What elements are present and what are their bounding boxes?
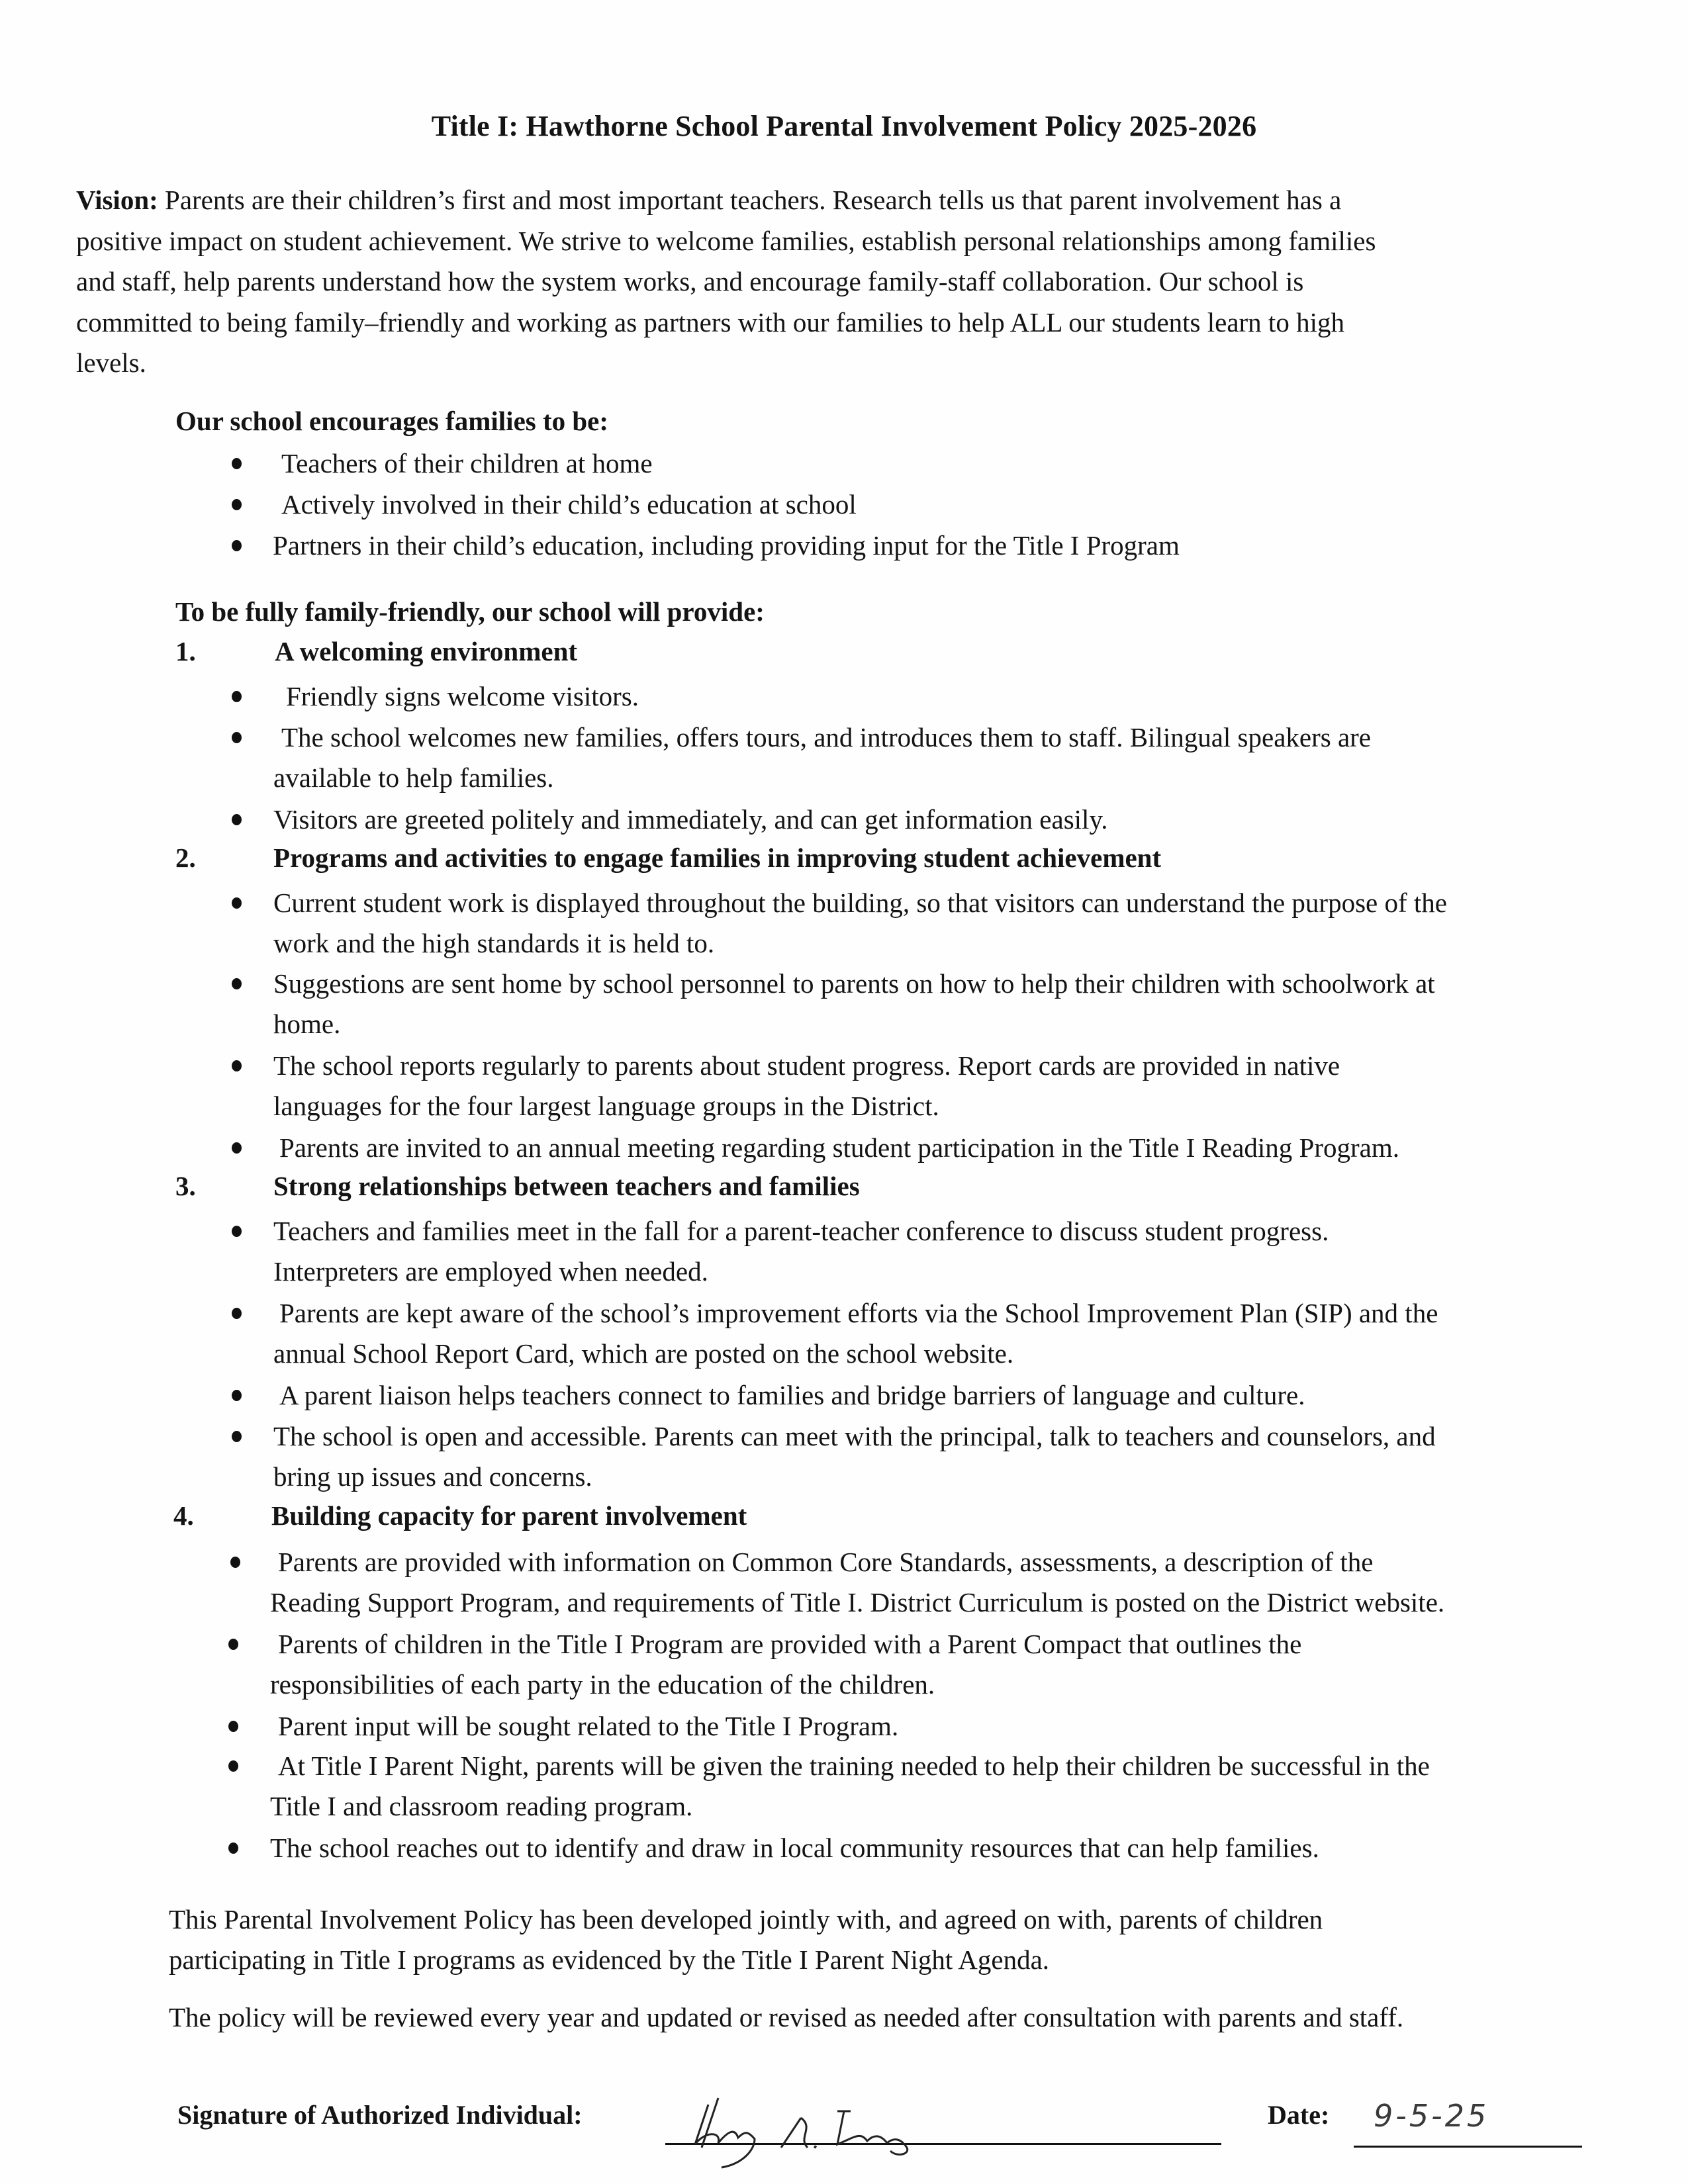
- vision-line: Parents are their children’s first and most important teachers. Research tells us that parent involvement has a: [158, 185, 1342, 215]
- vision-paragraph: [76, 180, 1552, 384]
- bullet-icon: [232, 814, 242, 825]
- section-item: [273, 883, 1447, 964]
- bullet-icon: [232, 1060, 242, 1071]
- section-title: Programs and activities to engage families in improving student achievement: [273, 842, 1162, 873]
- item-line: bring up issues and concerns.: [273, 1461, 592, 1492]
- bullet-icon: [228, 1760, 238, 1772]
- item-line: The school is open and accessible. Parents can meet with the principal, talk to teachers and counselors, and: [273, 1421, 1436, 1451]
- bullet-icon: [232, 1308, 242, 1319]
- item-line: available to help families.: [273, 762, 554, 793]
- section-item: [270, 1624, 1302, 1705]
- bullet-icon: [232, 1431, 242, 1442]
- section-item: The school reaches out to identify and draw in local community resources that can help families.: [270, 1833, 1319, 1863]
- section-item: [273, 1211, 1329, 1292]
- section-item: Parents are invited to an annual meeting regarding student participation in the Title I Reading Program.: [279, 1132, 1399, 1163]
- bullet-icon: [230, 1557, 240, 1568]
- section-item: [273, 1046, 1340, 1126]
- bullet-icon: [232, 732, 242, 743]
- section-item: [273, 717, 1372, 798]
- section-item: Friendly signs welcome visitors.: [286, 681, 639, 711]
- provide-heading: To be fully family-friendly, our school will provide:: [175, 596, 765, 627]
- section-item: Parent input will be sought related to the Title I Program.: [278, 1711, 899, 1741]
- item-line: Teachers and families meet in the fall for a parent-teacher conference to discuss student progress.: [273, 1216, 1329, 1246]
- section-item: [270, 1542, 1445, 1623]
- encourages-item: Teachers of their children at home: [281, 448, 653, 478]
- item-line: Interpreters are employed when needed.: [273, 1256, 708, 1287]
- item-line: languages for the four largest language groups in the District.: [273, 1091, 939, 1121]
- bullet-icon: [232, 897, 242, 909]
- section-item: [273, 1416, 1436, 1497]
- bullet-icon: [232, 1390, 242, 1401]
- section-item: [273, 964, 1435, 1044]
- item-line: Title I and classroom reading program.: [270, 1791, 693, 1821]
- paragraph-line: This Parental Involvement Policy has been developed jointly with, and agreed on with, parents of children: [169, 1904, 1323, 1934]
- item-line: Parents of children in the Title I Program are provided with a Parent Compact that outlines the: [278, 1629, 1302, 1659]
- vision-line: positive impact on student achievement. We strive to welcome families, establish personal relationships among families: [76, 225, 1376, 256]
- bullet-icon: [228, 1843, 238, 1854]
- signature-label: Signature of Authorized Individual:: [177, 2100, 583, 2130]
- item-line: Parents are kept aware of the school’s improvement efforts via the School Improvement Plan (SIP) and the: [279, 1298, 1438, 1328]
- section-item: A parent liaison helps teachers connect to families and bridge barriers of language and culture.: [279, 1380, 1305, 1410]
- section-item: [273, 1293, 1438, 1374]
- bullet-icon: [228, 1721, 238, 1732]
- section-number: 3.: [175, 1171, 196, 1201]
- section-title: Building capacity for parent involvement: [271, 1500, 747, 1531]
- encourages-item: Partners in their child’s education, including providing input for the Title I Program: [273, 530, 1180, 561]
- item-line: Suggestions are sent home by school personnel to parents on how to help their children with schoolwork at: [273, 968, 1435, 999]
- bullet-icon: [232, 1226, 242, 1237]
- section-number: 4.: [173, 1500, 194, 1531]
- section-item: Visitors are greeted politely and immediately, and can get information easily.: [273, 804, 1108, 835]
- handwritten-signature: [682, 2091, 973, 2171]
- bullet-icon: [232, 499, 242, 510]
- item-line: At Title I Parent Night, parents will be given the training needed to help their children be successful in the: [278, 1751, 1430, 1781]
- item-line: work and the high standards it is held to.: [273, 928, 715, 958]
- date-label: Date:: [1268, 2100, 1330, 2130]
- date-value: 9-5-25: [1374, 2098, 1489, 2134]
- document-title: Title I: Hawthorne School Parental Involvement Policy 2025-2026: [431, 110, 1257, 142]
- section-title: Strong relationships between teachers and families: [273, 1171, 860, 1201]
- item-line: The school reports regularly to parents about student progress. Report cards are provided in native: [273, 1050, 1340, 1081]
- bullet-icon: [232, 458, 242, 469]
- vision-line: committed to being family–friendly and working as partners with our families to help ALL our students learn to high: [76, 306, 1344, 338]
- section-number: 1.: [175, 636, 196, 666]
- item-line: The school welcomes new families, offers tours, and introduces them to staff. Bilingual speakers are: [281, 722, 1372, 752]
- bullet-icon: [232, 540, 242, 551]
- encourages-heading: Our school encourages families to be:: [175, 406, 609, 436]
- item-line: home.: [273, 1009, 341, 1039]
- item-line: Reading Support Program, and requirements of Title I. District Curriculum is posted on the District website.: [270, 1587, 1445, 1617]
- bullet-icon: [232, 1142, 242, 1154]
- vision-label: Vision:: [76, 185, 158, 215]
- bullet-icon: [232, 691, 242, 702]
- date-line[interactable]: [1354, 2146, 1582, 2148]
- item-line: annual School Report Card, which are posted on the school website.: [273, 1338, 1014, 1369]
- paragraph-line: participating in Title I programs as evidenced by the Title I Parent Night Agenda.: [169, 1944, 1050, 1975]
- item-line: Current student work is displayed throughout the building, so that visitors can understand the purpose of the: [273, 887, 1447, 918]
- developed-paragraph: [169, 1899, 1323, 1980]
- encourages-item: Actively involved in their child’s education at school: [281, 489, 857, 520]
- section-number: 2.: [175, 842, 196, 873]
- review-paragraph: The policy will be reviewed every year and updated or revised as needed after consultation with parents and staff.: [169, 2002, 1404, 2032]
- vision-line: and staff, help parents understand how the system works, and encourage family-staff collaboration. Our school is: [76, 266, 1304, 296]
- vision-line: levels.: [76, 347, 146, 378]
- section-item: [270, 1746, 1430, 1827]
- bullet-icon: [228, 1639, 238, 1650]
- item-line: Parents are provided with information on Common Core Standards, assessments, a description of the: [278, 1547, 1374, 1577]
- item-line: responsibilities of each party in the education of the children.: [270, 1669, 935, 1700]
- bullet-icon: [232, 978, 242, 989]
- section-title: A welcoming environment: [275, 636, 578, 666]
